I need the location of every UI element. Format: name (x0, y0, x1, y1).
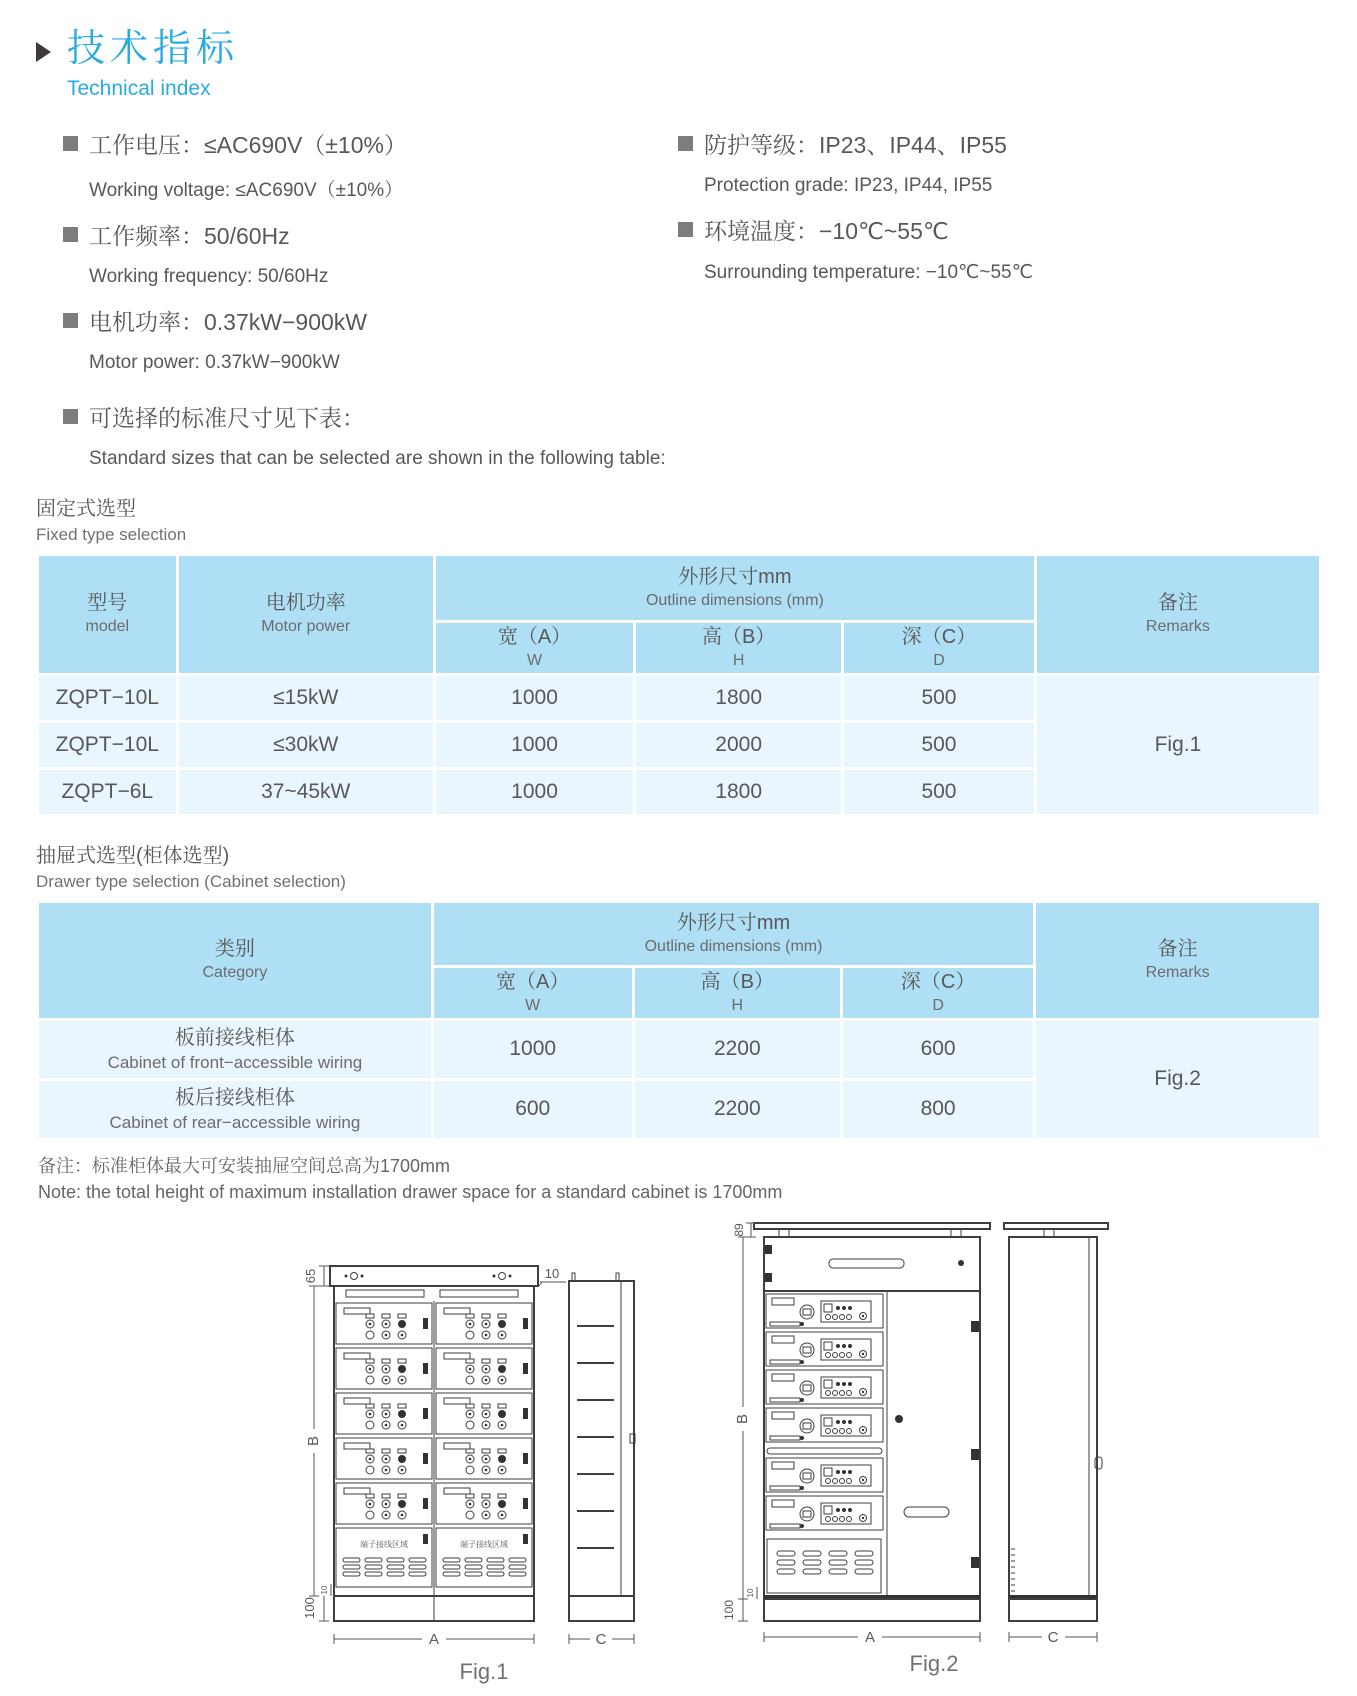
spec-working-frequency (63, 218, 678, 288)
fig1-caption: Fig.1 (459, 1658, 509, 1684)
bullet-square-icon (63, 227, 78, 242)
header-en: Remarks (1145, 964, 1210, 982)
header-zh: 类别 (214, 938, 255, 961)
dim-B: B (305, 1435, 322, 1446)
bullet-square-icon (63, 313, 78, 328)
spec-list (36, 127, 1322, 390)
header-en: Outline dimensions (mm) (644, 937, 823, 955)
footnote (36, 1153, 1322, 1205)
dim-89: 89 (732, 1223, 746, 1237)
page-title: 技术指标 (67, 28, 240, 70)
cell-width: 1000 (436, 676, 633, 720)
spec-working-voltage (63, 127, 678, 202)
spec-en-text: Working voltage: ≤AC690V（±10%） (89, 179, 404, 201)
terminal-area-label: 端子接线区域 (360, 1539, 408, 1549)
figures-row (36, 1209, 1322, 1696)
fig2-front-view (754, 1223, 990, 1621)
fig2-dimensions (722, 1223, 1097, 1646)
vent-slots (777, 1551, 873, 1574)
dim-65: 65 (303, 1268, 318, 1284)
spec-surrounding-temperature (678, 213, 1322, 284)
spec-en-text: Protection grade: IP23, IP44, IP55 (704, 174, 993, 196)
footnote-zh: 备注：标准柜体最大可安装抽屉空间总高为1700mm (38, 1155, 451, 1176)
dim-B: B (734, 1413, 751, 1424)
header-zh: 高（B） (701, 625, 776, 648)
header-zh: 宽（A） (497, 625, 572, 648)
dim-A: A (428, 1630, 440, 1648)
col-header-width (436, 623, 633, 673)
header-en: W (525, 996, 541, 1014)
cell-power: 37~45kW (179, 770, 433, 814)
title-block (67, 28, 239, 101)
cell-width: 1000 (436, 723, 633, 767)
spec-en-text: Motor power: 0.37kW−900kW (89, 351, 340, 373)
cell-remark: Fig.2 (1036, 1021, 1319, 1138)
cell-remark: Fig.1 (1037, 676, 1319, 814)
header-zh: 电机功率 (265, 592, 346, 615)
fig2-drawing (699, 1209, 1119, 1679)
fig2-side-view (1004, 1223, 1108, 1621)
cell-depth: 500 (844, 770, 1034, 814)
spec-column-left (36, 127, 678, 390)
header-zh: 外形尺寸mm (676, 911, 791, 934)
cell-power: ≤15kW (179, 676, 433, 720)
figure-2 (699, 1209, 1119, 1696)
dim-10-small: 10 (320, 1585, 329, 1595)
category-en: Cabinet of front−accessible wiring (107, 1052, 363, 1072)
figure-1 (284, 1251, 654, 1696)
drawer-table-title-zh: 抽屉式选型(柜体选型) (36, 844, 230, 867)
bullet-square-icon (678, 222, 693, 237)
col-header-depth (844, 623, 1034, 673)
spec-zh-text: 防护等级：IP23、IP44、IP55 (704, 131, 1007, 158)
dim-A: A (864, 1628, 876, 1646)
fig1-dimensions (302, 1266, 634, 1648)
col-header-depth (843, 968, 1033, 1018)
header-zh: 外形尺寸mm (678, 565, 792, 588)
header-en: H (732, 651, 745, 669)
side-vent-dots (1011, 1549, 1015, 1591)
fixed-table-title-zh: 固定式选型 (36, 497, 136, 520)
cell-height: 1800 (636, 770, 841, 814)
fig1-drawing (284, 1251, 654, 1691)
col-header-outline-dimensions (436, 556, 1034, 620)
table-row (39, 676, 1319, 720)
cell-model: ZQPT−10L (39, 723, 176, 767)
col-header-remarks (1037, 556, 1319, 673)
fig1-front-view (330, 1266, 538, 1621)
cell-height: 1800 (636, 676, 841, 720)
bullet-square-icon (678, 136, 693, 151)
cell-height: 2000 (636, 723, 841, 767)
terminal-area-label: 端子接线区域 (460, 1539, 508, 1549)
cell-depth: 600 (843, 1021, 1033, 1078)
header-zh: 高（B） (700, 970, 774, 993)
header-en: W (526, 651, 543, 669)
fixed-table-heading (36, 492, 1322, 545)
cell-height: 2200 (635, 1081, 840, 1138)
section-arrow-icon (36, 42, 51, 62)
spec-zh-text: 可选择的标准尺寸见下表： (89, 404, 365, 431)
col-header-model (39, 556, 176, 673)
fig2-caption: Fig.2 (909, 1650, 959, 1676)
spec-standard-sizes (63, 400, 1322, 470)
header-en: H (731, 996, 744, 1014)
dim-C: C (595, 1630, 607, 1648)
footnote-en: Note: the total height of maximum installation drawer space for a standard cabinet is 1700mm (38, 1181, 783, 1202)
drawer-type-table (36, 900, 1322, 1141)
cell-category (39, 1081, 431, 1138)
dim-100: 100 (722, 1599, 736, 1620)
cell-width: 1000 (436, 770, 633, 814)
dim-10-small: 10 (746, 1588, 755, 1598)
dim-100: 100 (302, 1597, 317, 1619)
spec-protection-grade (678, 127, 1322, 197)
spec-column-right (678, 127, 1322, 390)
fixed-type-table (36, 553, 1322, 817)
cell-category (39, 1021, 431, 1078)
col-header-width (434, 968, 632, 1018)
bullet-square-icon (63, 136, 78, 151)
header-zh: 深（C） (901, 625, 977, 648)
spec-motor-power (63, 304, 678, 374)
header-zh: 备注 (1157, 592, 1198, 615)
spec-zh-text: 电机功率：0.37kW−900kW (89, 308, 367, 335)
category-zh: 板前接线柜体 (174, 1026, 295, 1049)
col-header-remarks (1036, 903, 1319, 1018)
category-en: Cabinet of rear−accessible wiring (109, 1112, 361, 1132)
header-zh: 深（C） (900, 970, 976, 993)
header-en: Category (202, 964, 268, 982)
spec-zh-text: 工作频率：50/60Hz (89, 222, 290, 249)
col-header-motor-power (179, 556, 433, 673)
cell-width: 600 (434, 1081, 632, 1138)
cell-power: ≤30kW (179, 723, 433, 767)
header-zh: 型号 (87, 592, 128, 615)
col-header-height (635, 968, 840, 1018)
spec-en-text: Surrounding temperature: −10℃~55℃ (704, 261, 1033, 283)
bullet-square-icon (63, 409, 78, 424)
drawer-table-heading (36, 839, 1322, 892)
spec-en-text: Standard sizes that can be selected are shown in the following table: (89, 447, 666, 469)
cell-depth: 500 (844, 676, 1034, 720)
category-zh: 板后接线柜体 (174, 1086, 295, 1109)
header-en: Remarks (1145, 618, 1210, 636)
dim-10-top: 10 (544, 1265, 560, 1281)
header-zh: 备注 (1157, 938, 1198, 961)
header-en: Motor power (261, 618, 351, 636)
col-header-outline-dimensions (434, 903, 1033, 965)
header-en: D (933, 651, 945, 669)
fig1-side-view (569, 1273, 635, 1621)
header-en: D (932, 996, 944, 1014)
col-header-category (39, 903, 431, 1018)
spec-en-text: Working frequency: 50/60Hz (89, 265, 329, 287)
cell-depth: 800 (843, 1081, 1033, 1138)
spec-zh-text: 环境温度：−10℃~55℃ (704, 217, 949, 244)
cell-depth: 500 (844, 723, 1034, 767)
section-header (36, 28, 1322, 101)
spec-zh-text: 工作电压：≤AC690V（±10%） (89, 131, 407, 158)
dim-C: C (1047, 1628, 1059, 1646)
cell-model: ZQPT−6L (39, 770, 176, 814)
page-subtitle: Technical index (67, 76, 211, 100)
header-zh: 宽（A） (496, 970, 570, 993)
cell-model: ZQPT−10L (39, 676, 176, 720)
col-header-height (636, 623, 841, 673)
header-en: Outline dimensions (mm) (645, 591, 824, 609)
header-en: model (85, 618, 130, 636)
cell-height: 2200 (635, 1021, 840, 1078)
drawer-table-title-en: Drawer type selection (Cabinet selection) (36, 871, 346, 891)
cell-width: 1000 (434, 1021, 632, 1078)
table-row (39, 1021, 1319, 1078)
fixed-table-title-en: Fixed type selection (36, 524, 187, 544)
